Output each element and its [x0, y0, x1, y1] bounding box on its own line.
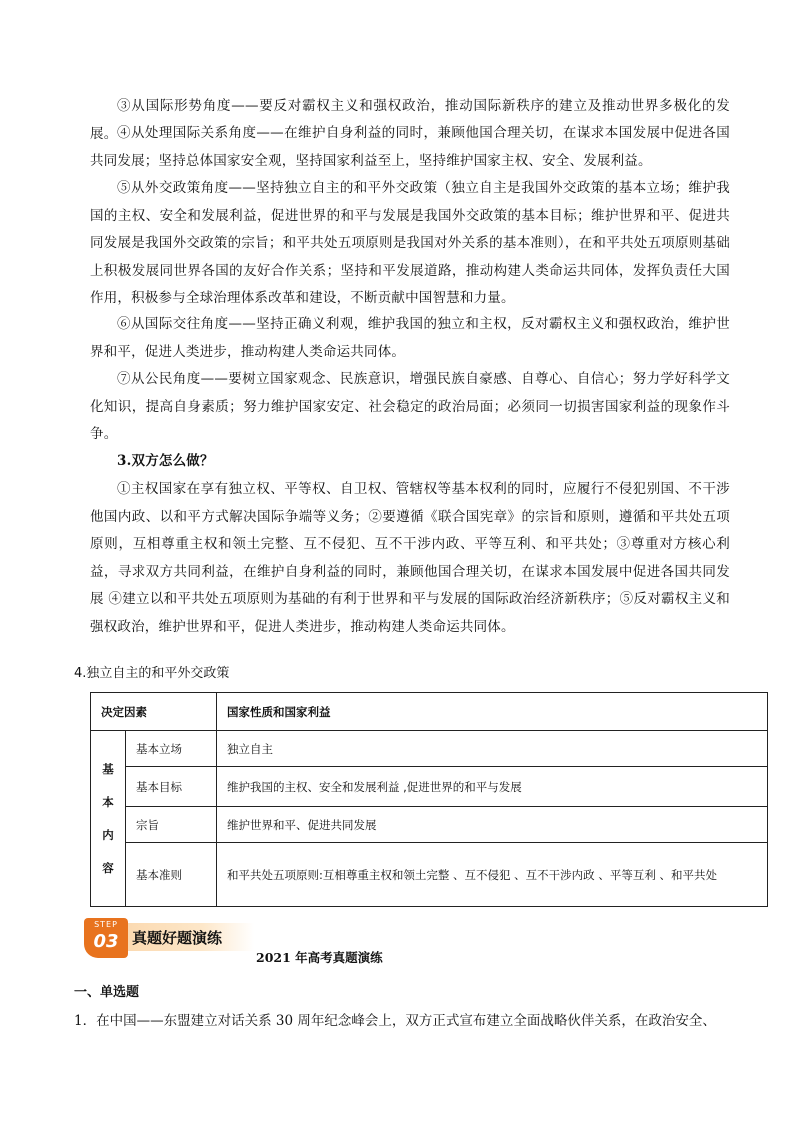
policy-table	[90, 692, 768, 907]
table-header-key: 决定因素	[91, 693, 217, 731]
section-3-body: ①主权国家在享有独立权、平等权、自卫权、管辖权等基本权利的同时，应履行不侵犯别国、不干涉他国内政、以和平方式解决国际争端等义务；②要遵循《联合国宪章》的宗旨和原则，遵循和平共处五项原则，互相尊重主权和领土完整、互不侵犯、互不干涉内政、平等互利、和平共处；③尊重对方核心利益，寻求双方共同利益，在维护自身利益的同时，兼顾他国合理关切，在谋求本国发展中促进各国共同发展 ④建立以和平共处五项原则为基础的有利于世界和平与发展的国际政治经济新秩序；⑤反对霸权主义和强权政治，维护世界和平，促进人类进步，推动构建人类命运共同体。	[90, 481, 730, 635]
table-row	[91, 767, 768, 807]
step-banner	[84, 918, 254, 958]
table-row-value: 维护世界和平、促进共同发展	[217, 807, 768, 843]
step-badge	[84, 918, 128, 958]
table-header-value: 国家性质和国家利益	[217, 693, 768, 731]
exam-section-heading: 一、单选题	[74, 985, 140, 1000]
paragraph-3: ③从国际形势角度——要反对霸权主义和强权政治，推动国际新秩序的建立及推动世界多极化的发展。	[90, 98, 730, 142]
section-3-heading: 3.双方怎么做？	[117, 453, 214, 469]
table-row	[91, 843, 768, 907]
table-row	[91, 731, 768, 767]
table-row-key: 宗旨	[126, 807, 217, 843]
paragraph-7: ⑦从公民角度——要树立国家观念、民族意识，增强民族自豪感、自尊心、自信心；努力学好科学文化知识，提高自身素质；努力维护国家安定、社会稳定的政治局面；必须同一切损害国家利益的现象作斗争。	[90, 371, 730, 442]
paragraph-5: ⑤从外交政策角度——坚持独立自主的和平外交政策（独立自主是我国外交政策的基本立场；维护我国的主权、安全和发展利益，促进世界的和平与发展是我国外交政策的基本目标；维护世界和平、促进共同发展是我国外交政策的宗旨；和平共处五项原则是我国对外关系的基本准则），在和平共处五项原则基础上积极发展同世界各国的友好合作关系；坚持和平发展道路，推动构建人类命运共同体，发挥负责任大国作用，积极参与全球治理体系改革和建设，不断贡献中国智慧和力量。	[90, 180, 730, 306]
section-4-heading: 4.独立自主的和平外交政策	[74, 666, 230, 681]
table-row-key: 基本目标	[126, 767, 217, 807]
paragraph-6: ⑥从国际交往角度——坚持正确义利观，维护我国的独立和主权，反对霸权主义和强权政治，维护世界和平，促进人类进步，推动构建人类命运共同体。	[90, 316, 730, 360]
table-row-key: 基本立场	[126, 731, 217, 767]
step-title-bar	[124, 923, 254, 951]
table-header-row	[91, 693, 768, 731]
table-row-value: 独立自主	[217, 731, 768, 767]
paragraph-4: ④从处理国际关系角度——在维护自身利益的同时，兼顾他国合理关切，在谋求本国发展中促进各国共同发展；坚持总体国家安全观，坚持国家利益至上，坚持维护国家主权、安全、发展利益。	[90, 125, 730, 169]
step-title: 真题好题演练	[132, 929, 223, 947]
table-row-key: 基本准则	[126, 843, 217, 907]
step-word: STEP	[94, 920, 118, 929]
exam-title: 2021 年高考真题演练	[256, 950, 383, 965]
step-number: 03	[93, 931, 119, 952]
table-row-value: 维护我国的主权、安全和发展利益 ,促进世界的和平与发展	[217, 767, 768, 807]
table-group-label: 基 本 内 容	[91, 731, 126, 907]
table-row	[91, 807, 768, 843]
question-1: 1．在中国——东盟建立对话关系 30 周年纪念峰会上，双方正式宣布建立全面战略伙伴关系，在政治安全、	[74, 1013, 716, 1029]
table-row-value: 和平共处五项原则:互相尊重主权和领土完整 、互不侵犯 、互不干涉内政 、平等互利 、和平共处	[217, 843, 768, 907]
